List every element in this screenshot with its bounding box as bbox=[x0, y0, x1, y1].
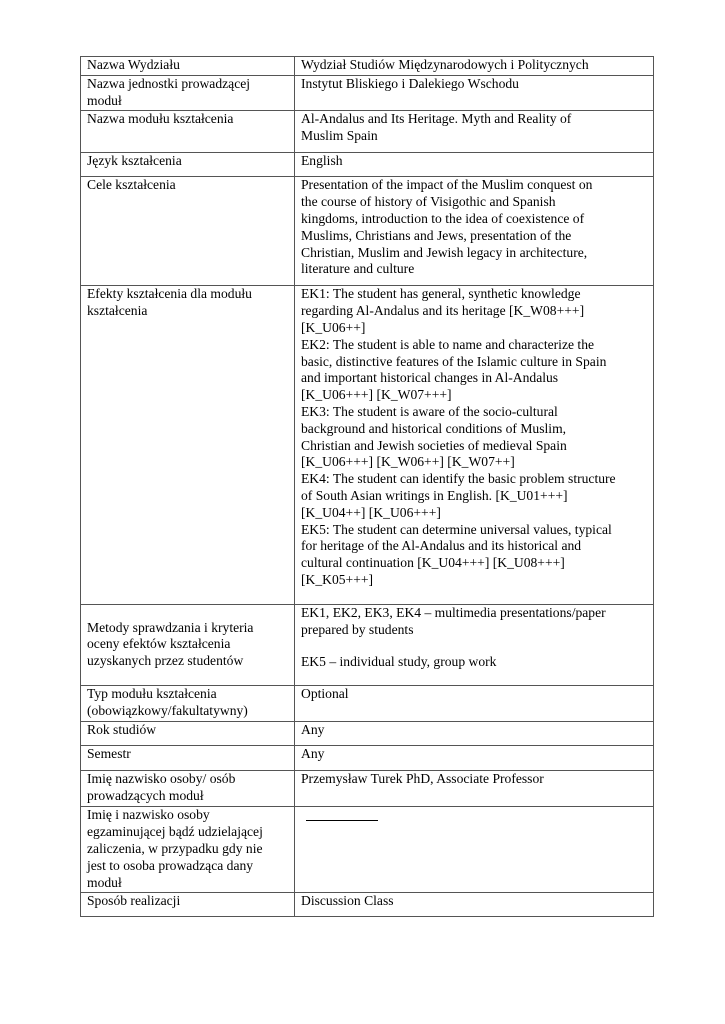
row-label-line: Cele kształcenia bbox=[87, 177, 176, 193]
row-label-cell bbox=[81, 605, 295, 686]
table-row bbox=[81, 771, 654, 807]
row-value-cell bbox=[295, 286, 654, 605]
table-row bbox=[81, 722, 654, 746]
row-value-line: EK5 – individual study, group work bbox=[301, 653, 497, 669]
blank-line bbox=[306, 807, 378, 821]
row-value-line: EK4: The student can identify the basic problem structure bbox=[301, 471, 616, 487]
table-row bbox=[81, 57, 654, 76]
table-row bbox=[81, 111, 654, 153]
paragraph-spacer bbox=[301, 639, 647, 654]
row-label-line: Sposób realizacji bbox=[87, 893, 181, 909]
table-row bbox=[81, 177, 654, 286]
row-value-cell bbox=[295, 771, 654, 807]
row-label-line: Nazwa modułu kształcenia bbox=[87, 111, 234, 127]
row-value-cell bbox=[295, 807, 654, 893]
row-value-line: Any bbox=[301, 746, 325, 762]
row-value-line: [K_U04++] [K_U06+++] bbox=[301, 504, 441, 520]
row-value-cell bbox=[295, 57, 654, 76]
row-label-cell bbox=[81, 893, 295, 917]
row-label-line: prowadzących moduł bbox=[87, 788, 204, 804]
row-label-line: moduł bbox=[87, 92, 122, 108]
table-row bbox=[81, 746, 654, 771]
row-value-cell bbox=[295, 893, 654, 917]
row-value-line: [K_U06++] bbox=[301, 319, 366, 335]
row-label-cell bbox=[81, 177, 295, 286]
row-label-line: Metody sprawdzania i kryteria bbox=[87, 619, 254, 635]
row-label-line: Efekty kształcenia dla modułu bbox=[87, 286, 252, 302]
row-value-line: Christian, Muslim and Jewish legacy in architecture, bbox=[301, 244, 588, 260]
row-value-line: Przemysław Turek PhD, Associate Professor bbox=[301, 771, 544, 787]
row-value-line: EK2: The student is able to name and characterize the bbox=[301, 336, 595, 352]
row-value-line: cultural continuation [K_U04+++] [K_U08+++] bbox=[301, 555, 565, 571]
table-row bbox=[81, 153, 654, 177]
row-value-line: prepared by students bbox=[301, 622, 414, 638]
row-value-line: the course of history of Visigothic and Spanish bbox=[301, 194, 556, 210]
row-value-line: literature and culture bbox=[301, 261, 415, 277]
row-value-cell bbox=[295, 177, 654, 286]
row-value-cell bbox=[295, 605, 654, 686]
row-value-cell bbox=[295, 722, 654, 746]
table-row bbox=[81, 286, 654, 605]
table-row bbox=[81, 893, 654, 917]
row-label-cell bbox=[81, 75, 295, 111]
row-value-line: regarding Al-Andalus and its heritage [K_W08+++] bbox=[301, 303, 585, 319]
table-row bbox=[81, 686, 654, 722]
row-value-cell bbox=[295, 111, 654, 153]
row-label-cell bbox=[81, 807, 295, 893]
row-label-line: Nazwa Wydziału bbox=[87, 57, 180, 72]
module-description-table bbox=[80, 56, 654, 917]
row-value-line: Optional bbox=[301, 686, 349, 702]
row-label-line: egzaminującej bądź udzielającej bbox=[87, 824, 263, 840]
row-label-line: Semestr bbox=[87, 746, 131, 762]
row-value-line: Presentation of the impact of the Muslim conquest on bbox=[301, 177, 593, 193]
row-value-cell bbox=[295, 153, 654, 177]
row-label-line: Język kształcenia bbox=[87, 153, 182, 169]
row-label-cell bbox=[81, 57, 295, 76]
row-label-line: Typ modułu kształcenia bbox=[87, 686, 217, 702]
row-value-line: for heritage of the Al-Andalus and its historical and bbox=[301, 538, 582, 554]
table-row bbox=[81, 605, 654, 686]
table-row bbox=[81, 807, 654, 893]
row-value-line: Instytut Bliskiego i Dalekiego Wschodu bbox=[301, 75, 519, 91]
row-label-line: Rok studiów bbox=[87, 722, 157, 738]
row-label-cell bbox=[81, 286, 295, 605]
row-value-line: [K_K05+++] bbox=[301, 571, 374, 587]
row-value-line: Discussion Class bbox=[301, 893, 394, 909]
row-label-cell bbox=[81, 746, 295, 771]
row-label-cell bbox=[81, 111, 295, 153]
row-label-line: jest to osoba prowadząca dany bbox=[87, 857, 254, 873]
row-label-line: zaliczenia, w przypadku gdy nie bbox=[87, 840, 263, 856]
row-label-cell bbox=[81, 771, 295, 807]
row-label-line: Imię i nazwisko osoby bbox=[87, 807, 210, 823]
row-label-line: oceny efektów kształcenia bbox=[87, 636, 231, 652]
row-label-line: Nazwa jednostki prowadzącej bbox=[87, 75, 251, 91]
row-value-line: basic, distinctive features of the Islamic culture in Spain bbox=[301, 353, 607, 369]
row-value-cell bbox=[295, 746, 654, 771]
row-value-line: English bbox=[301, 153, 343, 169]
row-label-cell bbox=[81, 722, 295, 746]
row-value-line: [K_U06+++] [K_W06++] [K_W07++] bbox=[301, 454, 515, 470]
row-value-line: Al-Andalus and Its Heritage. Myth and Reality of bbox=[301, 111, 572, 127]
table-row bbox=[81, 75, 654, 111]
row-label-line: uzyskanych przez studentów bbox=[87, 653, 244, 669]
row-value-line: Christian and Jewish societies of medieval Spain bbox=[301, 437, 567, 453]
row-value-cell bbox=[295, 686, 654, 722]
row-value-line: background and historical conditions of Muslim, bbox=[301, 420, 567, 436]
row-label-line: kształcenia bbox=[87, 303, 148, 319]
table-body bbox=[81, 57, 654, 917]
row-label-line: (obowiązkowy/fakultatywny) bbox=[87, 703, 248, 719]
row-value-line: Muslims, Christians and Jews, presentation of the bbox=[301, 227, 572, 243]
row-value-line: Any bbox=[301, 722, 325, 738]
row-label-cell bbox=[81, 153, 295, 177]
row-value-line: EK5: The student can determine universal values, typical bbox=[301, 521, 612, 537]
row-value-line: [K_U06+++] [K_W07+++] bbox=[301, 387, 452, 403]
row-value-line: Wydział Studiów Międzynarodowych i Politycznych bbox=[301, 57, 589, 72]
row-value-line: kingdoms, introduction to the idea of coexistence of bbox=[301, 210, 585, 226]
row-label-line: Imię nazwisko osoby/ osób bbox=[87, 771, 236, 787]
row-label-cell bbox=[81, 686, 295, 722]
row-value-line: EK3: The student is aware of the socio-cultural bbox=[301, 403, 558, 419]
row-label-line: moduł bbox=[87, 874, 122, 890]
row-value-line: and important historical changes in Al-Andalus bbox=[301, 370, 559, 386]
row-value-line: EK1: The student has general, synthetic knowledge bbox=[301, 286, 581, 302]
row-value-line: EK1, EK2, EK3, EK4 – multimedia presentations/paper bbox=[301, 605, 606, 621]
row-value-line: of South Asian writings in English. [K_U01+++] bbox=[301, 487, 568, 503]
row-value-cell bbox=[295, 75, 654, 111]
row-value-line: Muslim Spain bbox=[301, 128, 378, 144]
